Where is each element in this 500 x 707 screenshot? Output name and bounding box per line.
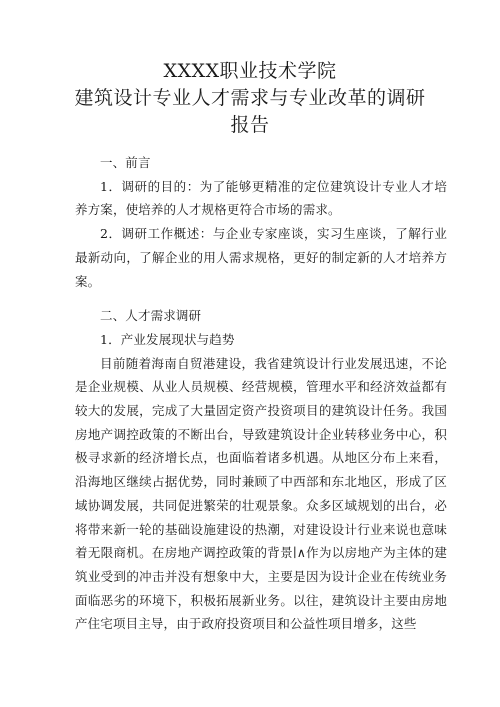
paragraph-overview: 2．调研工作概述：与企业专家座谈，实习生座谈，了解行业最新动向，了解企业的用人需求规格，更好的制定新的人才培养方案。	[75, 226, 447, 289]
document-title	[40, 58, 460, 139]
title-report-line2: 报告	[230, 114, 270, 136]
section-gap	[75, 293, 447, 304]
subheading-industry-status: 1．产业发展现状与趋势	[100, 331, 235, 347]
section-heading-preface: 一、前言	[100, 155, 151, 170]
title-institution: XXXX职业技术学院	[163, 60, 337, 82]
title-report-line1: 建筑设计专业人才需求与专业改革的调研	[74, 87, 426, 109]
document-body	[75, 151, 447, 636]
paragraph-industry-status: 目前随着海南自贸港建设，我省建筑设计行业发展迅速，不论是企业规模、从业人员规模、经营规模，管理水平和经济效益都有较大的发展，完成了大量固定资产投资项目的建筑设计任务。我国房地产调控政策的不断出台，导致建筑设计企业转移业务中心，积极寻求新的经济增长点，也面临着诸多机遇。从地区分布上来看，沿海地区继续占据优势，同时兼顾了中西部和东北地区，形成了区域协调发展，共同促进繁荣的壮观景象。众多区域规划的出台，必将带来新一轮的基础设施建设的热潮，对建设设计行业来说也意味着无限商机。在房地产调控政策的背景∣∧作为以房地产为主体的建筑业受到的冲击并没有想象中大，主要是因为设计企业在传统业务面临恶劣的环境下，积极拓展新业务。以往，建筑设计主要由房地产住宅项目主导，由于政府投资项目和公益性项目增多，这些	[75, 355, 447, 632]
section-heading-talent-demand: 二、人才需求调研	[100, 308, 202, 324]
paragraph-purpose: 1．调研的目的：为了能够更精准的定位建筑设计专业人才培养方案，使培养的人才规格更符合市场的需求。	[75, 178, 447, 218]
